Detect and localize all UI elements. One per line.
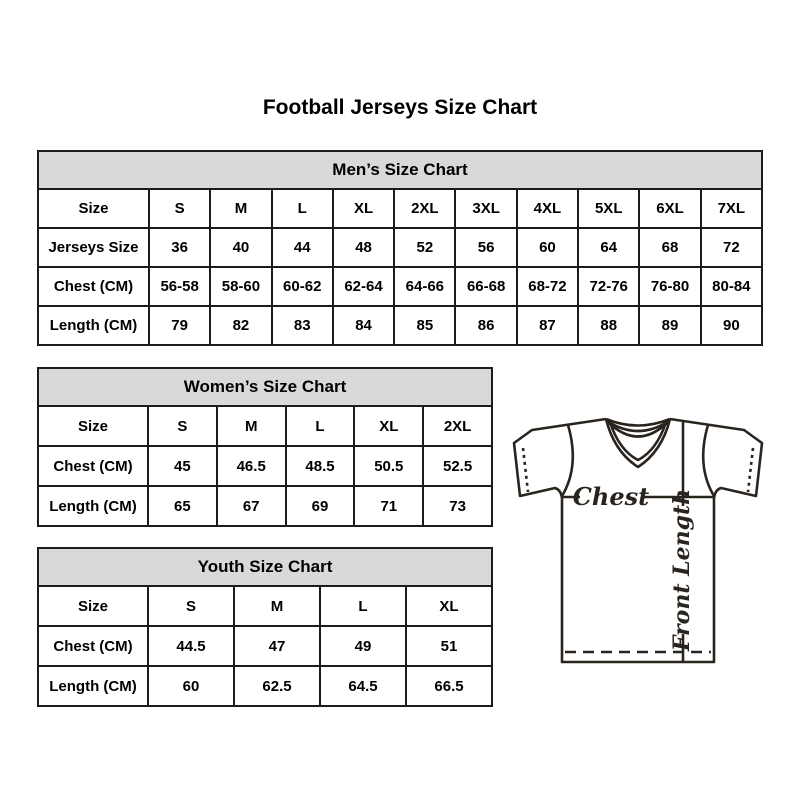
cell-value: 66.5: [406, 666, 492, 706]
cell-value: XL: [333, 189, 394, 228]
cell-value: 6XL: [639, 189, 700, 228]
cell-value: 40: [210, 228, 271, 267]
row-label: Size: [38, 189, 149, 228]
cell-value: 76-80: [639, 267, 700, 306]
table-row: [38, 486, 492, 526]
cell-value: 5XL: [578, 189, 639, 228]
cell-value: 80-84: [701, 267, 762, 306]
cell-value: 68: [639, 228, 700, 267]
cell-value: 52.5: [423, 446, 492, 486]
front-length-label: Front Length: [669, 488, 695, 652]
table-row: [38, 189, 762, 228]
row-label: Length (CM): [38, 306, 149, 345]
cell-value: 7XL: [701, 189, 762, 228]
cell-value: L: [286, 406, 355, 446]
cell-value: L: [320, 586, 406, 626]
womens-size-table-title: Women’s Size Chart: [38, 368, 492, 406]
mens-size-table: [37, 150, 763, 346]
cell-value: S: [149, 189, 210, 228]
table-row: [38, 406, 492, 446]
cell-value: 87: [517, 306, 578, 345]
cell-value: 71: [354, 486, 423, 526]
cell-value: 56-58: [149, 267, 210, 306]
table-row: [38, 586, 492, 626]
table-row: [38, 306, 762, 345]
cell-value: 79: [149, 306, 210, 345]
cell-value: M: [210, 189, 271, 228]
table-row: [38, 267, 762, 306]
armhole-seam-left: [562, 425, 573, 496]
cell-value: 69: [286, 486, 355, 526]
cell-value: 64: [578, 228, 639, 267]
table-row: [38, 228, 762, 267]
cell-value: 56: [455, 228, 516, 267]
table-row: [38, 626, 492, 666]
row-label: Chest (CM): [38, 267, 149, 306]
cell-value: 45: [148, 446, 217, 486]
sleeve-stitch-left: [523, 448, 528, 492]
row-label: Jerseys Size: [38, 228, 149, 267]
row-label: Length (CM): [38, 666, 148, 706]
cell-value: 46.5: [217, 446, 286, 486]
cell-value: S: [148, 586, 234, 626]
cell-value: 58-60: [210, 267, 271, 306]
cell-value: 60: [517, 228, 578, 267]
table-row: [38, 666, 492, 706]
table-header-row: [38, 151, 762, 189]
womens-size-table: [37, 367, 493, 527]
armhole-seam-right: [703, 425, 714, 496]
cell-value: 47: [234, 626, 320, 666]
cell-value: 73: [423, 486, 492, 526]
youth-size-table: [37, 547, 493, 707]
row-label: Chest (CM): [38, 446, 148, 486]
cell-value: 36: [149, 228, 210, 267]
cell-value: 72-76: [578, 267, 639, 306]
cell-value: 68-72: [517, 267, 578, 306]
table-row: [38, 446, 492, 486]
cell-value: 66-68: [455, 267, 516, 306]
cell-value: XL: [354, 406, 423, 446]
cell-value: 88: [578, 306, 639, 345]
cell-value: M: [217, 406, 286, 446]
jersey-outline: [514, 419, 762, 662]
cell-value: 60-62: [272, 267, 333, 306]
table-header-row: [38, 368, 492, 406]
cell-value: 72: [701, 228, 762, 267]
cell-value: 2XL: [394, 189, 455, 228]
cell-value: 52: [394, 228, 455, 267]
cell-value: 84: [333, 306, 394, 345]
cell-value: 64-66: [394, 267, 455, 306]
youth-size-table-title: Youth Size Chart: [38, 548, 492, 586]
cell-value: 64.5: [320, 666, 406, 706]
row-label: Chest (CM): [38, 626, 148, 666]
cell-value: 67: [217, 486, 286, 526]
cell-value: 50.5: [354, 446, 423, 486]
cell-value: 48.5: [286, 446, 355, 486]
row-label: Size: [38, 406, 148, 446]
cell-value: 4XL: [517, 189, 578, 228]
cell-value: 86: [455, 306, 516, 345]
cell-value: 3XL: [455, 189, 516, 228]
cell-value: M: [234, 586, 320, 626]
cell-value: S: [148, 406, 217, 446]
cell-value: 62-64: [333, 267, 394, 306]
table-header-row: [38, 548, 492, 586]
row-label: Size: [38, 586, 148, 626]
chest-label: Chest: [572, 482, 650, 511]
sleeve-stitch-right: [748, 448, 753, 492]
cell-value: 44: [272, 228, 333, 267]
cell-value: 62.5: [234, 666, 320, 706]
cell-value: 83: [272, 306, 333, 345]
jersey-measurement-diagram: [500, 408, 780, 672]
cell-value: XL: [406, 586, 492, 626]
row-label: Length (CM): [38, 486, 148, 526]
cell-value: 89: [639, 306, 700, 345]
cell-value: 82: [210, 306, 271, 345]
cell-value: L: [272, 189, 333, 228]
cell-value: 49: [320, 626, 406, 666]
mens-size-table-title: Men’s Size Chart: [38, 151, 762, 189]
cell-value: 48: [333, 228, 394, 267]
cell-value: 65: [148, 486, 217, 526]
cell-value: 51: [406, 626, 492, 666]
page-title: Football Jerseys Size Chart: [262, 96, 538, 119]
cell-value: 60: [148, 666, 234, 706]
cell-value: 90: [701, 306, 762, 345]
cell-value: 85: [394, 306, 455, 345]
cell-value: 44.5: [148, 626, 234, 666]
cell-value: 2XL: [423, 406, 492, 446]
